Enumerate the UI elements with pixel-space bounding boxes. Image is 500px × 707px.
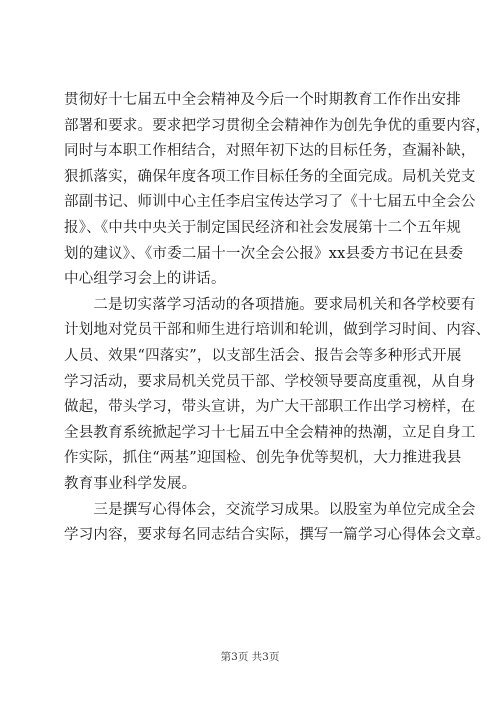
text-line: 教育事业科学发展。: [64, 475, 197, 492]
text-line: 三是撰写心得体会，交流学习成果。以股室为单位完成全会: [64, 501, 476, 518]
text-line: 部署和要求。要求把学习贯彻全会精神作为创先争优的重要内容，: [64, 117, 491, 134]
text-line: 计划地对党员干部和师生进行培训和轮训，做到学习时间、内容、: [64, 322, 491, 339]
text-line: 狠抓落实，确保年度各项工作目标任务的全面完成。局机关党支: [64, 168, 476, 185]
text-line: 学习活动，要求局机关党员干部、学校领导要高度重视，从自身: [64, 373, 476, 390]
text-line: 全县教育系统掀起学习十七届五中全会精神的热潮，立足自身工: [64, 424, 476, 441]
document-body: [64, 88, 491, 549]
text-line: 学习内容，要求每名同志结合实际，撰写一篇学习心得体会文章。: [64, 527, 491, 544]
text-line: 人员、效果“四落实”，以支部生活会、报告会等多种形式开展: [64, 347, 462, 364]
text-line: 作实际，抓住“两基”迎国检、创先争优等契机，大力推进我县: [64, 450, 462, 467]
page-number-label: 第3页 共3页: [220, 651, 280, 663]
text-line: 做起，带头学习，带头宣讲，为广大干部职工作出学习榜样，在: [64, 399, 476, 416]
paragraph-2: [64, 293, 491, 498]
text-line: 同时与本职工作相结合，对照年初下达的目标任务，查漏补缺，: [64, 143, 476, 160]
page-footer: [0, 650, 500, 664]
paragraph-3: [64, 498, 491, 549]
text-line: 划的建议》、《市委二届十一次全会公报》xx县委方书记在县委: [64, 245, 464, 262]
text-line: 中心组学习会上的讲话。: [64, 271, 226, 288]
paragraph-1: [64, 88, 491, 293]
text-line: 报》、《中共中央关于制定国民经济和社会发展第十二个五年规: [64, 219, 462, 236]
text-line: 部副书记、师训中心主任李启宝传达学习了《十七届五中全会公: [64, 194, 476, 211]
text-line: 贯彻好十七届五中全会精神及今后一个时期教育工作作出安排: [64, 92, 461, 108]
text-line: 二是切实落学习活动的各项措施。要求局机关和各学校要有: [64, 296, 476, 313]
